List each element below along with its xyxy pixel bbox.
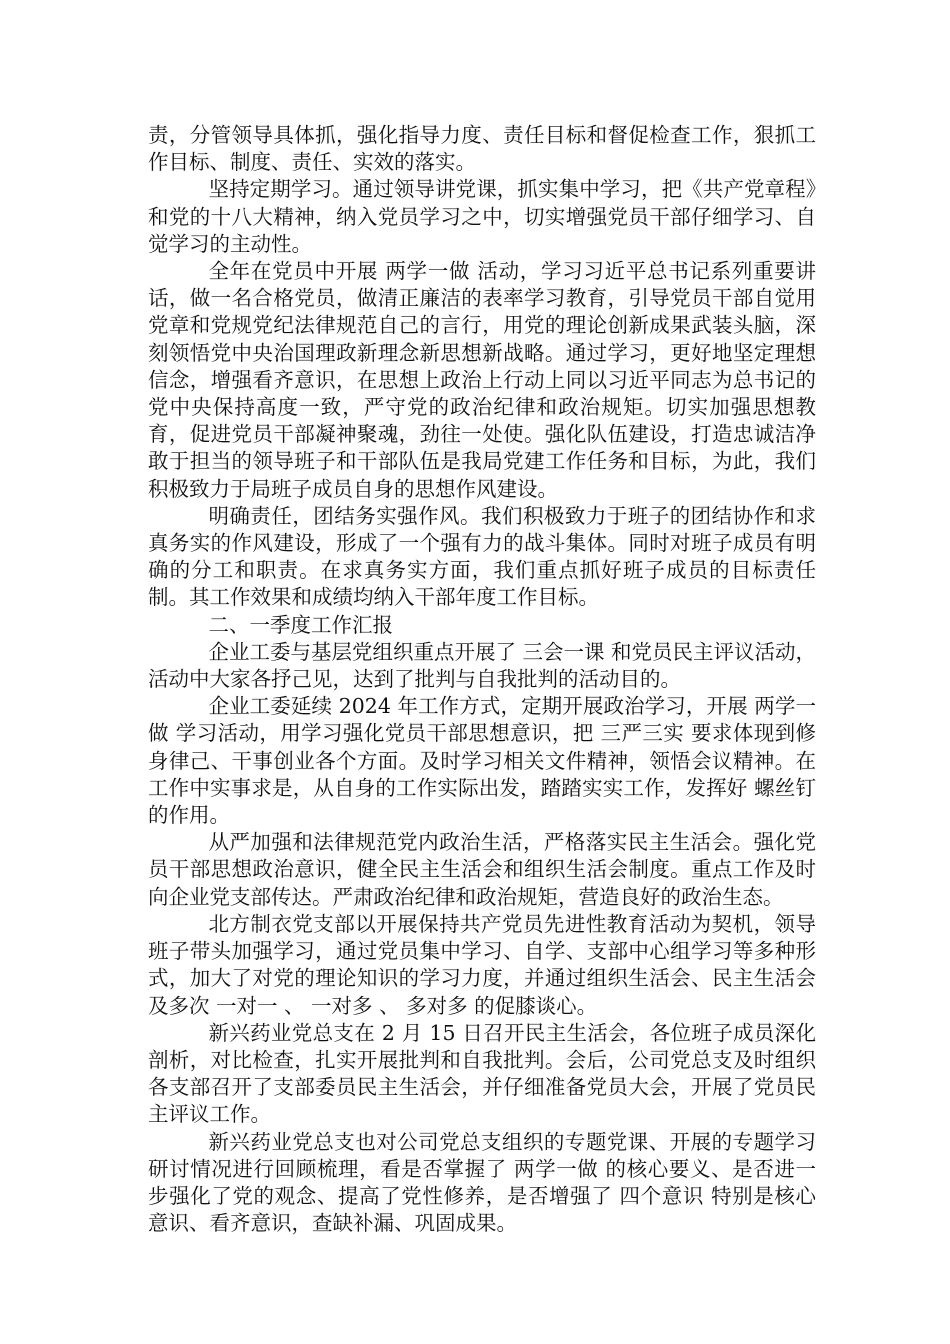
paragraph-regular-study: 坚持定期学习。通过领导讲党课，抓实集中学习，把《共产党章程》和党的十八大精神，纳入党员学习之中，切实增强党员干部仔细学习、自觉学习的主动性。 [148,177,816,256]
paragraph-xinxing-review: 新兴药业党总支也对公司党总支组织的专题党课、开展的专题学习研讨情况进行回顾梳理，看是否掌握了 两学一做 的核心要义、是否进一步强化了党的观念、提高了党性修养，是否增强了 四个意识 特别是核心意识、看齐意识，查缺补漏、巩固成果。 [148,1129,816,1236]
paragraph-party-life: 从严加强和法律规范党内政治生活，严格落实民主生活会。强化党员干部思想政治意识，健全民主生活会和组织生活会制度。重点工作及时向企业党支部传达。严肃政治纪律和政治规矩，营造良好的政治生态。 [148,830,816,909]
document-page [148,122,816,1237]
paragraph-three-meetings: 企业工委与基层党组织重点开展了 三会一课 和党员民主评议活动，活动中大家各抒己见，达到了批判与自我批判的活动目的。 [148,639,816,692]
paragraph-continuation: 责，分管领导具体抓，强化指导力度、责任目标和督促检查工作，狠抓工作目标、制度、责任、实效的落实。 [148,123,816,175]
paragraph-xinxing-meeting: 新兴药业党总支在 2 月 15 日召开民主生活会，各位班子成员深化剖析，对比检查，扎实开展批判和自我批判。会后，公司党总支及时组织各支部召开了支部委员民主生活会，并仔细准备党员大会，开展了党员民主评议工作。 [148,1020,816,1127]
paragraph-northern-garment: 北方制衣党支部以开展保持共产党员先进性教育活动为契机，领导班子带头加强学习，通过党员集中学习、自学、支部中心组学习等多种形式，加大了对党的理论知识的学习力度，并通过组织生活会、民主生活会及多次 一对一 、 一对多 、 多对多 的促膝谈心。 [148,911,816,1018]
paragraph-work-continuation: 企业工委延续 2024 年工作方式，定期开展政治学习，开展 两学一做 学习活动，用学习强化党员干部思想意识，把 三严三实 要求体现到修身律己、干事创业各个方面。及时学习相关文件精神，领悟会议精神。在工作中实事求是，从自身的工作实际出发，踏踏实实工作，发挥好 螺丝钉 的作用。 [148,694,816,828]
section-heading: 二、一季度工作汇报 [208,612,393,637]
paragraph-clear-responsibility: 明确责任，团结务实强作风。我们积极致力于班子的团结协作和求真务实的作风建设，形成了一个强有力的战斗集体。同时对班子成员有明确的分工和职责。在求真务实方面，我们重点抓好班子成员的目标责任制。其工作效果和成绩均纳入干部年度工作目标。 [148,503,816,610]
paragraph-two-studies: 全年在党员中开展 两学一做 活动，学习习近平总书记系列重要讲话，做一名合格党员，做清正廉洁的表率学习教育，引导党员干部自觉用党章和党规党纪法律规范自己的言行，用党的理论创新成果武装头脑，深刻领悟党中央治国理政新理念新思想新战略。通过学习，更好地坚定理想信念，增强看齐意识，在思想上政治上行动上同以习近平同志为总书记的党中央保持高度一致，严守党的政治纪律和政治规矩。切实加强思想教育，促进党员干部凝神聚魂，劲往一处使。强化队伍建设，打造忠诚洁净敢于担当的领导班子和干部队伍是我局党建工作任务和目标，为此，我们积极致力于局班子成员自身的思想作风建设。 [148,259,816,501]
